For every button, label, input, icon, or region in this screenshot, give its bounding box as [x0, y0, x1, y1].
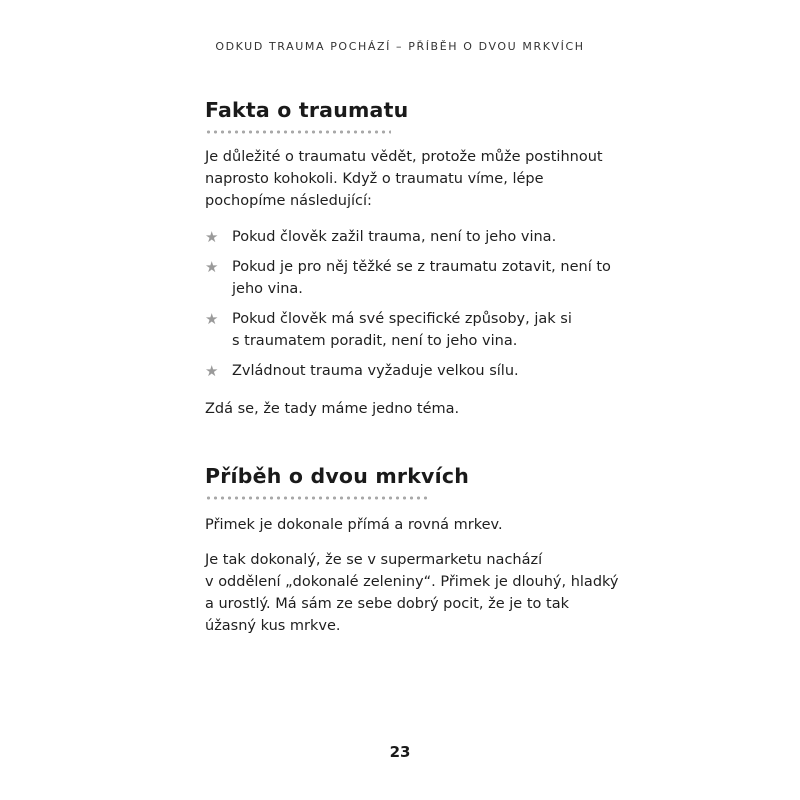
list-item: [205, 360, 625, 382]
text-line: Pokud je pro něj těžké se z traumatu zotavit, není to: [232, 259, 611, 275]
star-icon: ★: [205, 228, 219, 246]
section-two-carrots: [205, 458, 625, 637]
text-line: Zvládnout trauma vyžaduje velkou sílu.: [232, 363, 519, 379]
star-icon: ★: [205, 362, 219, 380]
running-head: ODKUD TRAUMA POCHÁZÍ – PŘÍBĚH O DVOU MRKVÍCH: [215, 40, 585, 53]
text-line: a urostlý. Má sám ze sebe dobrý pocit, že je to tak: [205, 596, 569, 612]
section-heading-two-carrots: Příběh o dvou mrkvích: [205, 464, 469, 488]
closing-paragraph: Zdá se, že tady máme jedno téma.: [205, 401, 460, 417]
list-item: [205, 226, 625, 248]
text-line: Je důležité o traumatu vědět, protože může postihnout: [205, 149, 603, 165]
intro-paragraph: [205, 146, 625, 212]
text-line: v oddělení „dokonalé zeleniny“. Přimek je dlouhý, hladký: [205, 574, 619, 590]
text-line: úžasný kus mrkve.: [205, 618, 341, 634]
section-heading-trauma-facts: Fakta o traumatu: [205, 98, 409, 122]
text-line: s traumatem poradit, není to jeho vina.: [232, 333, 518, 349]
section-trauma-facts: [205, 92, 625, 420]
text-line: pochopíme následující:: [205, 193, 372, 209]
page-number: 23: [389, 743, 411, 761]
bullet-list: [205, 226, 625, 382]
page-body: [205, 92, 625, 637]
text-line: jeho vina.: [232, 281, 303, 297]
list-item: [205, 308, 625, 352]
story-paragraph-2: [205, 549, 625, 637]
text-line: Pokud člověk zažil trauma, není to jeho vina.: [232, 229, 557, 245]
text-line: naprosto kohokoli. Když o traumatu víme, lépe: [205, 171, 544, 187]
dotted-underline: [205, 496, 429, 500]
story-paragraph-1: Přimek je dokonale přímá a rovná mrkev.: [205, 517, 503, 533]
text-line: Je tak dokonalý, že se v supermarketu nachází: [205, 552, 543, 568]
star-icon: ★: [205, 258, 219, 276]
list-item: [205, 256, 625, 300]
dotted-underline: [205, 130, 391, 134]
star-icon: ★: [205, 310, 219, 328]
text-line: Pokud člověk má své specifické způsoby, jak si: [232, 311, 572, 327]
